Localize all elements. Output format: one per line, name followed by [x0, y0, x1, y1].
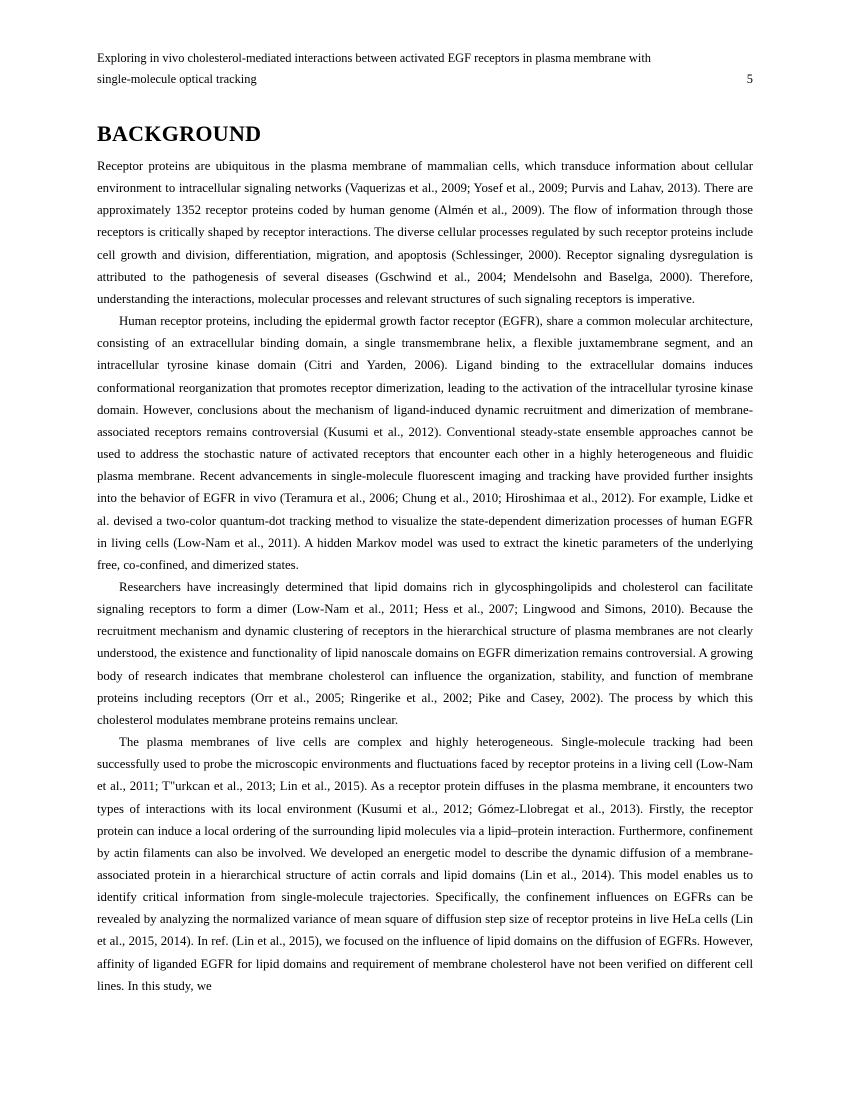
paragraph: Receptor proteins are ubiquitous in the plasma membrane of mammalian cells, which transduce information about cellular environment to intracellular signaling networks (Vaquerizas et al., 2009; Yosef et al., 2009; Purvis and Lahav, 2013). There are approximately 1352 receptor proteins coded by human genome (Almén et al., 2009). The flow of information through those receptors is critically shaped by receptor interactions. The diverse cellular processes regulated by such receptor proteins include cell growth and division, differentiation, migration, and apoptosis (Schlessinger, 2000). Receptor signaling dysregulation is attributed to the pathogenesis of several diseases (Gschwind et al., 2004; Mendelsohn and Baselga, 2000). Therefore, understanding the interactions, molecular processes and relevant structures of such signaling receptors is imperative. — [97, 159, 753, 306]
running-header-title-line-2: single-molecule optical tracking — [97, 72, 257, 86]
running-header — [97, 48, 753, 90]
running-header-line-2 — [97, 69, 753, 90]
running-header-line-1 — [97, 48, 753, 69]
body-text-column — [97, 155, 753, 997]
running-header-title-line-1: Exploring in vivo cholesterol-mediated interactions between activated EGF receptors in plasma membrane with — [97, 51, 651, 65]
page-number: 5 — [746, 72, 753, 86]
paragraph: The plasma membranes of live cells are complex and highly heterogeneous. Single-molecule tracking had been successfully used to probe the microscopic environments and fluctuations faced by receptor proteins in a living cell (Low-Nam et al., 2011; T"urkcan et al., 2013; Lin et al., 2015). As a receptor protein diffuses in the plasma membrane, it encounters two types of interactions with its local environment (Kusumi et al., 2012; Gómez-Llobregat et al., 2013). Firstly, the receptor protein can induce a local ordering of the surrounding lipid molecules via a lipid–protein interaction. Furthermore, confinement by actin filaments can also be involved. We developed an energetic model to describe the dynamic diffusion of a membrane-associated protein in a hierarchical structure of actin corrals and lipid domains (Lin et al., 2014). This model enables us to identify critical information from single-molecule trajectories. Specifically, the confinement influences on EGFRs can be revealed by analyzing the normalized variance of mean square of diffusion step size of receptor proteins in live HeLa cells (Lin et al., 2015, 2014). In ref. (Lin et al., 2015), we focused on the influence of lipid domains on the diffusion of EGFRs. However, affinity of liganded EGFR for lipid domains and requirement of membrane cholesterol have not been verified on different cell lines. In this study, we — [97, 735, 753, 993]
paragraph: Researchers have increasingly determined that lipid domains rich in glycosphingolipids and cholesterol can facilitate signaling receptors to form a dimer (Low-Nam et al., 2011; Hess et al., 2007; Lingwood and Simons, 2010). Because the recruitment mechanism and dynamic clustering of receptors in the hierarchical structure of plasma membranes are not clearly understood, the existence and functionality of lipid nanoscale domains on EGFR dimerization remains controversial. A growing body of research indicates that membrane cholesterol can influence the organization, stability, and function of membrane proteins including receptors (Orr et al., 2005; Ringerike et al., 2002; Pike and Casey, 2002). The process by which this cholesterol modulates membrane proteins remains unclear. — [97, 579, 753, 727]
section-heading: BACKGROUND — [97, 120, 262, 146]
paragraph: Human receptor proteins, including the epidermal growth factor receptor (EGFR), share a common molecular architecture, consisting of an extracellular binding domain, a single transmembrane helix, a flexible juxtamembrane segment, and an intracellular tyrosine kinase domain (Citri and Yarden, 2006). Ligand binding to the extracellular domains induces conformational reorganization that promotes receptor dimerization, leading to the activation of the intracellular tyrosine kinase domain. However, conclusions about the mechanism of ligand-induced dynamic recruitment and dimerization of membrane-associated receptors remains controversial (Kusumi et al., 2012). Conventional steady-state ensemble approaches cannot be used to address the stochastic nature of activated receptors that encounter each other in a highly heterogeneous and fluidic plasma membrane. Recent advancements in single-molecule fluorescent imaging and tracking have provided further insights into the behavior of EGFR in vivo (Teramura et al., 2006; Chung et al., 2010; Hiroshimaa et al., 2012). For example, Lidke et al. devised a two-color quantum-dot tracking method to visualize the state-dependent dimerization processes of human EGFR in living cells (Low-Nam et al., 2011). A hidden Markov model was used to extract the kinetic parameters of the underlying free, co-confined, and dimerized states. — [97, 314, 753, 572]
